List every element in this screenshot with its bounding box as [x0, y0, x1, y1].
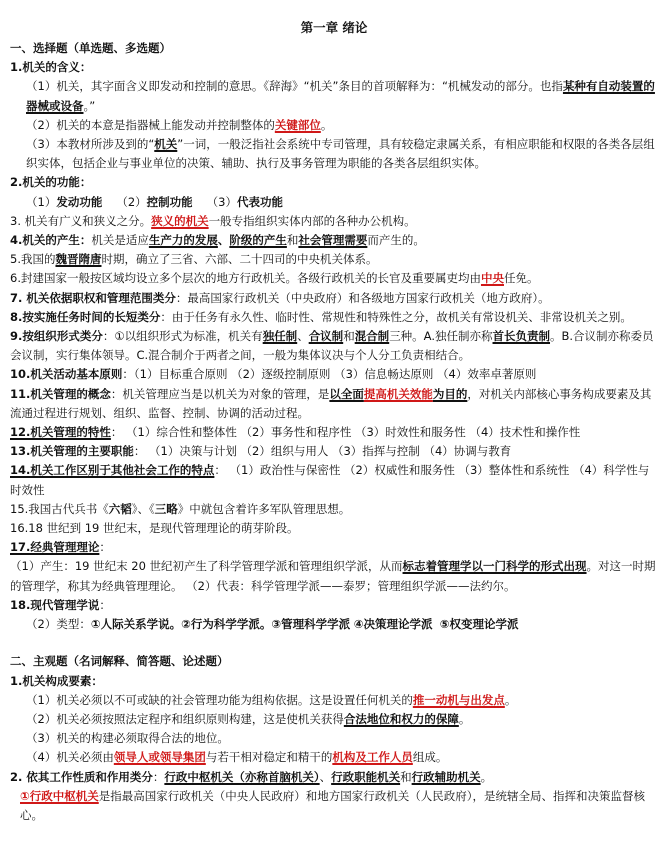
section1-heading: 一、选择题（单选题、多选题）: [10, 41, 171, 55]
q18-types: （2）类型：①人际关系学说。②行为科学学派。③管理科学学派 ④决策理论学派 ⑤权变理论学派: [26, 617, 519, 632]
q11-paragraph: 11.机关管理的概念：机关管理应当是以机关为对象的管理，是以全面提高机关效能为目的，对机关内部核心事务构成要素及其流通过程进行规划、组织、监督、控制、协调的活动过程。: [10, 386, 652, 420]
q18-type-item: ⑤权变理论学派: [439, 617, 519, 632]
q14-paragraph: 14.机关工作区别于其他社会工作的特点： （1）政治性与保密性 （2）权威性和服务性 （3）整体性和系统性 （4）科学性与时效性: [10, 463, 650, 497]
s2-q1-item-d: （4）机关必须由领导人或领导集团与若干相对稳定和精干的机构及工作人员组成。: [26, 750, 448, 765]
q1-item-b: （2）机关的本意是指器械上能发动并控制整体的关键部位。: [26, 117, 333, 132]
q18-heading: 18.现代管理学说：: [10, 597, 111, 612]
s2-q1-item-c: （3）机关的构建必须取得合法的地位。: [26, 731, 229, 746]
s2-q1-item-b: （2）机关必须按照法定程序和组织原则构建，这是使机关获得合法地位和权力的保障。: [26, 711, 471, 726]
q8-line: 8.按实施任务时间的长短类分：由于任务有永久性、临时性、常规性和特殊性之分，故机关有常设机关、非常设机关之别。: [10, 309, 632, 324]
q18-type-item: ③管理科学学派: [271, 617, 351, 632]
q2-heading: 2.机关的功能：: [10, 175, 92, 190]
q12-line: 12.机关管理的特性： （1）综合性和整体性 （2）事务性和程序性 （3）时效性和服务性 （4）技术性和操作性: [10, 425, 581, 440]
q9-paragraph: 9.按组织形式类分：①以组织形式为标准，机关有独任制、合议制和混合制三种。A.独任制亦称首长负责制。B.合议制亦称委员会议制，实行集体领导。C.混合制介于两者之间，一般为集体议决与个人分工负责相结合。: [10, 329, 654, 363]
q1-item-c: （3）本教材所涉及到的“机关”一词，一般泛指社会系统中专司管理，具有较稳定隶属关系，有相应职能和权限的各类各层组织实体，包括企业与事业单位的决策、辅助、执行及事务管理为职能的各类各层组织实体。: [26, 137, 655, 171]
q1-heading: 1.机关的含义：: [10, 60, 92, 75]
q6-line: 6.封建国家一般按区域均设立多个层次的地方行政机关。各级行政机关的长官及重要属吏均由中央任免。: [10, 271, 539, 286]
s2-q2-line: 2. 依其工作性质和作用类分：行政中枢机关（亦称首脑机关）、行政职能机关和行政辅助机关。: [10, 769, 493, 784]
q17-paragraph: （1）产生：19 世纪末 20 世纪初产生了科学管理学派和管理组织学派，从而标志着管理学以一门科学的形式出现。对这一时期的管理学，称其为经典管理理论。 （2）代表：科学管理学派——泰罗；管理组织学派——法约尔。: [10, 559, 656, 593]
q18-type-item: ②行为科学学派。: [181, 617, 272, 632]
q10-line: 10.机关活动基本原则：（1）目标重合原则 （2）逐级控制原则 （3）信息畅达原则 （4）效率卓著原则: [10, 367, 537, 382]
q13-line: 13.机关管理的主要职能： （1）决策与计划 （2）组织与用人 （3）指挥与控制 （4）协调与教育: [10, 444, 512, 459]
s2-q2-item-1: ①行政中枢机关是指最高国家行政机关（中央人民政府）和地方国家行政机关（人民政府），是统辖全局、指挥和决策监督核心。: [20, 788, 645, 822]
q1-a-emphasis: 某种有自动装置的器械或设备: [26, 79, 655, 113]
q7-line: 7. 机关依据职权和管理范围类分：最高国家行政机关（中央政府）和各级地方国家行政机关（地方政府）。: [10, 290, 550, 305]
q1-item-a: （1）机关，其字面含义即发动和控制的意思。《辞海》“机关”条目的首项解释为：“机械发动的部分。也指某种有自动装置的器械或设备。”: [26, 79, 655, 113]
q1-b-red: 关键部位: [274, 117, 321, 132]
document-page: [10, 18, 658, 825]
s2-q1-heading: 1.机关构成要素：: [10, 673, 103, 688]
chapter-title: 第一章 绪论: [300, 20, 368, 35]
q1-c-emphasis: 机关: [154, 137, 178, 152]
q3-line: 3. 机关有广义和狭义之分。狭义的机关一般专指组织实体内部的各种办公机构。: [10, 213, 416, 228]
q15-line: 15.我国古代兵书《六韬》、《三略》中就包含着许多军队管理思想。: [10, 501, 351, 516]
s2-q1-item-a: （1）机关必须以不可或缺的社会管理功能为组构依据。这是设置任何机关的推一动机与出发点。: [26, 692, 517, 707]
q5-line: 5.我国的魏晋隋唐时期，确立了三省、六部、二十四司的中央机关体系。: [10, 252, 378, 267]
q2-functions: （1）发动功能 （2）控制功能 （3）代表功能: [26, 194, 283, 209]
q18-type-item: ④决策理论学派: [353, 617, 433, 632]
q18-type-item: ①人际关系学说。: [90, 617, 182, 632]
q16-line: 16.18 世纪到 19 世纪末，是现代管理理论的萌芽阶段。: [10, 521, 299, 536]
q17-heading: 17.经典管理理论：: [10, 540, 111, 555]
q4-line: 4.机关的产生：机关是适应生产力的发展、阶级的产生和社会管理需要而产生的。: [10, 233, 425, 248]
section2-heading: 二、主观题（名词解释、简答题、论述题）: [10, 654, 229, 669]
